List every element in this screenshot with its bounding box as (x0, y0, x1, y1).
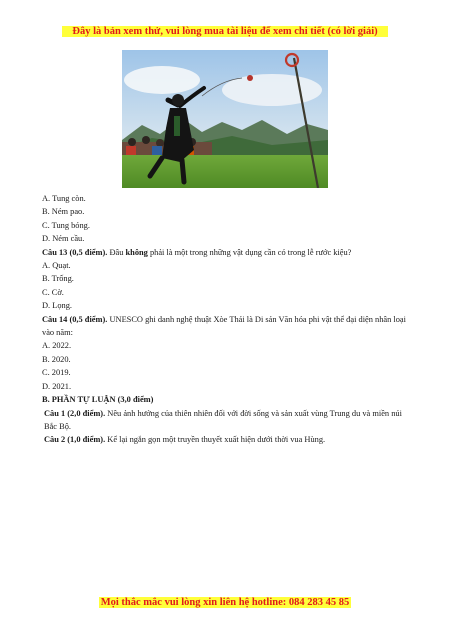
option-b: B. Ném pao. (42, 207, 85, 217)
photo-ball-throwing-festival (122, 50, 328, 188)
question-14-label: Câu 14 (0,5 điểm). (42, 314, 108, 324)
essay-1-label: Câu 1 (2,0 điểm). (44, 408, 106, 418)
option-d: D. 2021. (42, 381, 72, 391)
question-13-label: Câu 13 (0,5 điểm). (42, 247, 108, 257)
question-14 (42, 313, 412, 340)
question-13-emphasis: không (125, 247, 148, 257)
option-c: C. Tung bóng. (42, 220, 90, 230)
option-d: D. Lọng. (42, 301, 73, 311)
question-14-text: UNESCO ghi danh nghệ thuật Xòe Thái là Di sản Văn hóa phi vật thể đại diện nhân loại vào năm: (42, 314, 406, 338)
option-b: B. 2020. (42, 354, 71, 364)
option-d: D. Ném cầu. (42, 234, 85, 244)
question-13-text-end: phải là một trong những vật dụng cần có trong lễ rước kiệu? (147, 247, 352, 257)
question-content (42, 192, 412, 447)
preview-banner: Đây là bản xem thử, vui lòng mua tài liệu để xem chi tiết (có lời giải) (0, 26, 450, 37)
essay-2-label: Câu 2 (1,0 điểm). (44, 435, 106, 445)
option-a: A. 2022. (42, 341, 72, 351)
essay-1-text: Nêu ảnh hưởng của thiên nhiên đối với đời sống và sản xuất vùng Trung du và miền núi Bắc Bộ. (44, 408, 402, 431)
option-a: A. Quạt. (42, 261, 71, 271)
question-13 (42, 246, 412, 259)
option-b: B. Trống. (42, 274, 74, 284)
option-a: A. Tung còn. (42, 194, 86, 203)
essay-2-text: Kể lại ngắn gọn một truyền thuyết xuất hiện dưới thời vua Hùng. (105, 435, 326, 445)
hotline-banner: Mọi thắc mắc vui lòng xin liên hệ hotline: 084 283 45 85 (0, 597, 450, 608)
section-heading: B. PHẦN TỰ LUẬN (3,0 điểm) (42, 395, 154, 405)
question-13-text: Đâu (107, 247, 126, 257)
essay-question-2 (42, 433, 412, 446)
option-c: C. 2019. (42, 368, 71, 378)
option-c: C. Cờ. (42, 287, 64, 297)
essay-question-1 (42, 407, 412, 434)
